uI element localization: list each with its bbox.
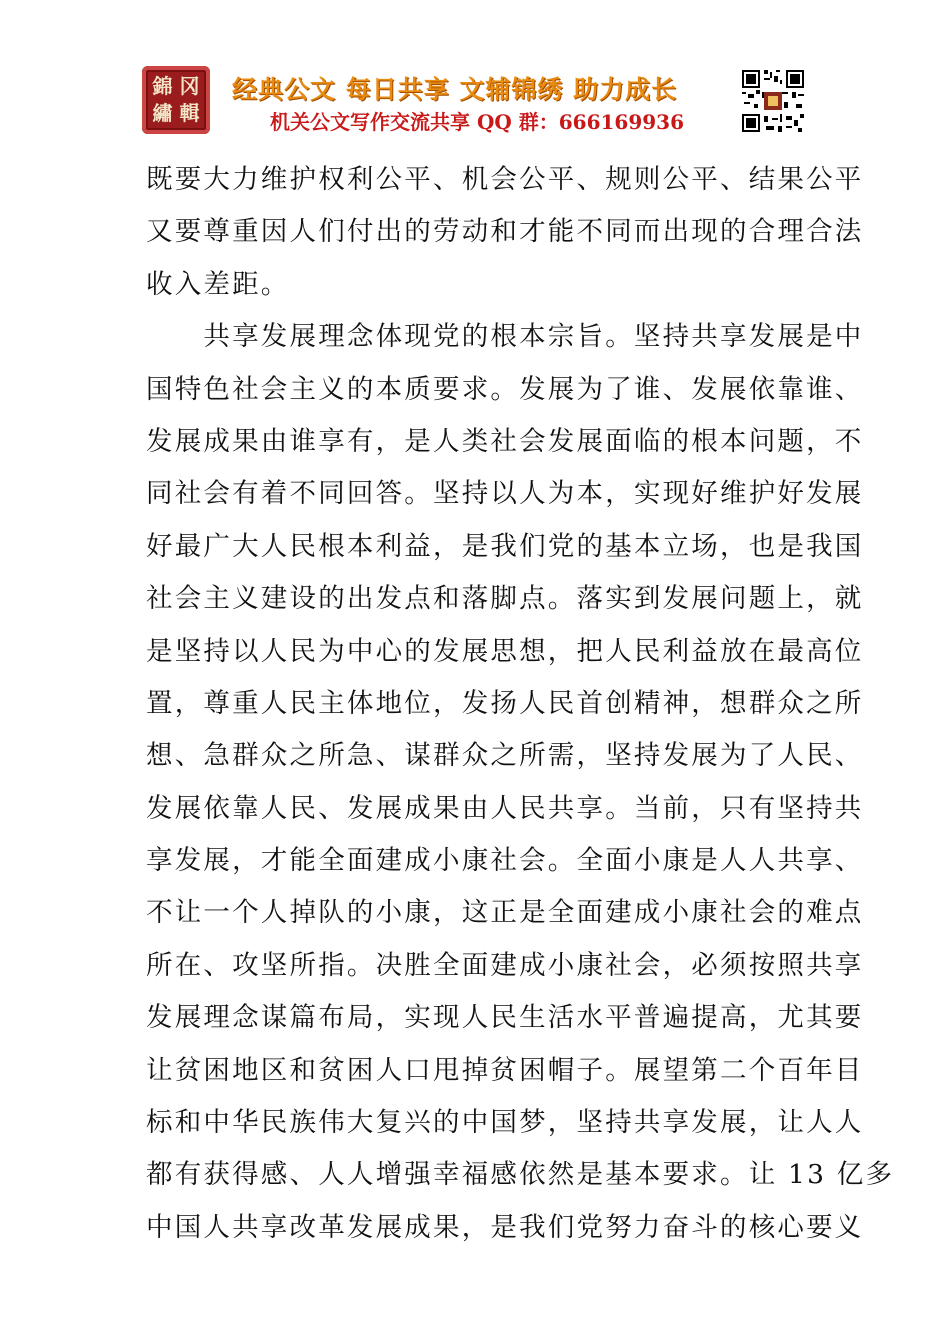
text-line: 中国人共享改革发展成果，是我们党努力奋斗的核心要义 [146,1211,864,1243]
text-line: 想、急群众之所急、谋群众之所需，坚持发展为了人民、 [146,740,864,772]
text-line: 标和中华民族伟大复兴的中国梦，坚持共享发展，让人人 [146,1107,864,1139]
page-header [140,62,810,140]
paragraph-start: 共享发展理念体现党的根本宗旨。坚持共享发展是中 [146,321,864,353]
text-line: 都有获得感、人人增强幸福感依然是基本要求。让 13 亿多 [146,1159,895,1191]
header-qq-group: 机关公文写作交流共享 QQ 群：666169936 [270,110,685,134]
qr-code-icon [740,68,806,134]
text-line: 置，尊重人民主体地位，发扬人民首创精神，想群众之所 [146,687,864,719]
logo-char: 繡 [152,101,173,125]
text-line: 又要尊重因人们付出的劳动和才能不同而出现的合理合法 [146,216,864,248]
header-slogan: 经典公文 每日共享 文辅锦绣 助力成长 [232,75,678,104]
text-line: 发展成果由谁享有，是人类社会发展面临的根本问题，不 [146,425,864,457]
text-line: 发展依靠人民、发展成果由人民共享。当前，只有坚持共 [146,792,864,824]
text-line: 社会主义建设的出发点和落脚点。落实到发展问题上，就 [146,583,864,615]
seal-logo [142,66,210,134]
text-line: 好最广大人民根本利益，是我们党的基本立场，也是我国 [146,530,864,562]
text-line: 让贫困地区和贫困人口甩掉贫困帽子。展望第二个百年目 [146,1054,864,1086]
text-line: 是坚持以人民为中心的发展思想，把人民利益放在最高位 [146,635,864,667]
text-line: 享发展，才能全面建成小康社会。全面小康是人人共享、 [146,845,864,877]
document-body [146,154,895,1254]
text-line: 发展理念谋篇布局，实现人民生活水平普遍提高，尤其要 [146,1002,864,1034]
logo-char: 輯 [179,101,200,125]
text-line: 不让一个人掉队的小康，这正是全面建成小康社会的难点 [146,897,864,929]
logo-char: 錦 [152,74,173,98]
text-line: 所在、攻坚所指。决胜全面建成小康社会，必须按照共享 [146,949,864,981]
text-line: 同社会有着不同回答。坚持以人为本，实现好维护好发展 [146,478,864,510]
text-line: 既要大力维护权利公平、机会公平、规则公平、结果公平 [146,164,864,195]
text-line: 国特色社会主义的本质要求。发展为了谁、发展依靠谁、 [146,373,864,405]
text-line: 收入差距。 [146,268,290,300]
logo-char: 冈 [179,74,200,98]
